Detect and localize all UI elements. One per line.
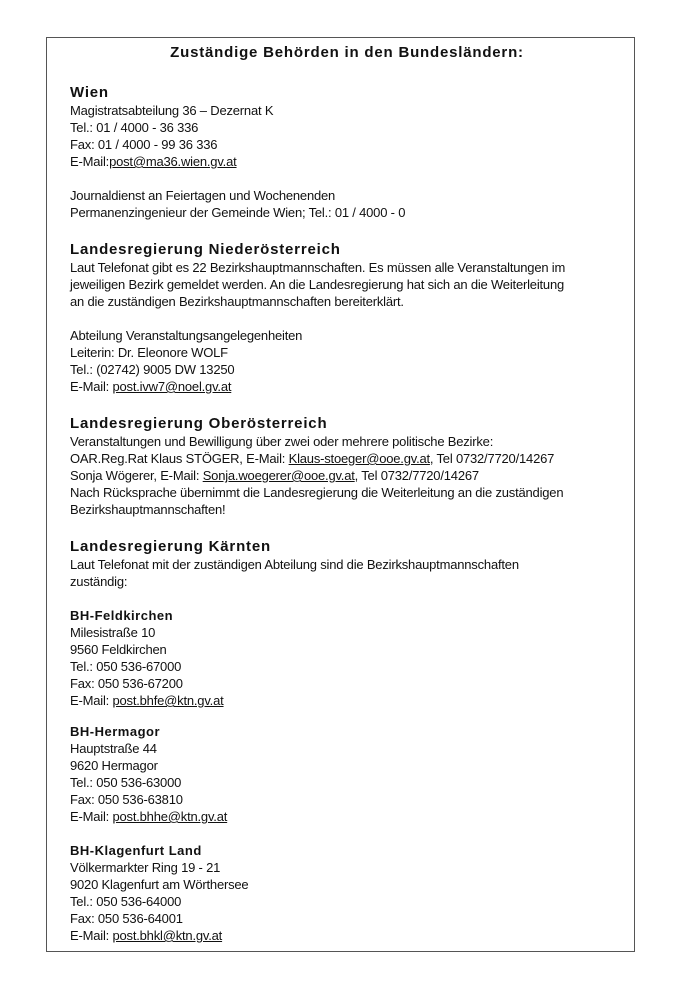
noe-email-line (70, 378, 624, 395)
ooe-stoeger-email-link[interactable]: Klaus-stoeger@ooe.gv.at (288, 451, 430, 466)
ktn-paragraph-line: Laut Telefonat mit der zuständigen Abteilung sind die Bezirkshauptmannschaften (70, 557, 519, 572)
office-email-line (70, 692, 624, 709)
ooe-paragraph-line: Bezirkshauptmannschaften! (70, 502, 226, 517)
ooe-paragraph-line: Nach Rücksprache übernimmt die Landesregierung die Weiterleitung an die zuständigen (70, 485, 564, 500)
noe-leader: Leiterin: Dr. Eleonore WOLF (70, 345, 228, 360)
document-content (70, 44, 624, 944)
office-fax: Fax: 050 536-63810 (70, 792, 183, 807)
office-phone: Tel.: 050 536-64000 (70, 894, 182, 909)
email-label: E-Mail: (70, 379, 113, 394)
ooe-contact-woegerer (70, 467, 624, 484)
wien-phone: Tel.: 01 / 4000 - 36 336 (70, 120, 199, 135)
office-city: 9020 Klagenfurt am Wörthersee (70, 877, 249, 892)
contact-text: Sonja Wögerer, E-Mail: (70, 468, 203, 483)
email-label: E-Mail: (70, 693, 113, 708)
office-name-klagenfurt-land: BH-Klagenfurt Land (70, 843, 202, 858)
office-street: Milesistraße 10 (70, 625, 156, 640)
wien-permanent-engineer: Permanenzingenieur der Gemeinde Wien; Tel.: 01 / 4000 - 0 (70, 205, 406, 220)
noe-paragraph-line: Laut Telefonat gibt es 22 Bezirkshauptmannschaften. Es müssen alle Veranstaltungen im (70, 260, 566, 275)
office-street: Völkermarkter Ring 19 - 21 (70, 860, 221, 875)
section-heading-wien: Wien (70, 84, 109, 101)
document-frame (46, 37, 635, 952)
wien-email-link[interactable]: post@ma36.wien.gv.at (109, 154, 237, 169)
section-heading-ktn: Landesregierung Kärnten (70, 538, 271, 555)
klagenfurt-email-link[interactable]: post.bhkl@ktn.gv.at (112, 928, 223, 943)
noe-email-link[interactable]: post.ivw7@noel.gv.at (112, 379, 232, 394)
office-fax: Fax: 050 536-67200 (70, 676, 183, 691)
noe-department: Abteilung Veranstaltungsangelegenheiten (70, 328, 303, 343)
contact-phone: , Tel 0732/7720/14267 (354, 468, 479, 483)
hermagor-email-link[interactable]: post.bhhe@ktn.gv.at (112, 809, 228, 824)
office-name-hermagor: BH-Hermagor (70, 724, 161, 739)
office-fax: Fax: 050 536-64001 (70, 911, 183, 926)
office-email-line (70, 808, 624, 825)
office-city: 9560 Feldkirchen (70, 642, 167, 657)
ktn-paragraph-line: zuständig: (70, 574, 128, 589)
wien-fax: Fax: 01 / 4000 - 99 36 336 (70, 137, 218, 152)
section-heading-noe: Landesregierung Niederösterreich (70, 241, 341, 258)
office-name-feldkirchen: BH-Feldkirchen (70, 608, 174, 623)
office-phone: Tel.: 050 536-67000 (70, 659, 182, 674)
noe-paragraph-line: jeweiligen Bezirk gemeldet werden. An die Landesregierung hat sich an die Weiterleitung (70, 277, 565, 292)
section-heading-ooe: Landesregierung Oberösterreich (70, 415, 328, 432)
ooe-paragraph-line: Veranstaltungen und Bewilligung über zwei oder mehrere politische Bezirke: (70, 434, 494, 449)
ooe-woegerer-email-link[interactable]: Sonja.woegerer@ooe.gv.at (202, 468, 355, 483)
office-phone: Tel.: 050 536-63000 (70, 775, 182, 790)
office-city: 9620 Hermagor (70, 758, 158, 773)
email-label: E-Mail: (70, 154, 110, 169)
email-label: E-Mail: (70, 928, 113, 943)
office-street: Hauptstraße 44 (70, 741, 157, 756)
email-label: E-Mail: (70, 809, 113, 824)
document-title: Zuständige Behörden in den Bundesländern: (170, 44, 524, 61)
office-email-line (70, 927, 624, 944)
contact-phone: , Tel 0732/7720/14267 (429, 451, 555, 466)
noe-paragraph-line: an die zuständigen Bezirkshauptmannschaften bereiterklärt. (70, 294, 404, 309)
feldkirchen-email-link[interactable]: post.bhfe@ktn.gv.at (112, 693, 224, 708)
ooe-contact-stoeger (70, 450, 624, 467)
noe-phone: Tel.: (02742) 9005 DW 13250 (70, 362, 235, 377)
wien-email-line (70, 153, 624, 170)
wien-journal-line: Journaldienst an Feiertagen und Wochenenden (70, 188, 336, 203)
wien-department: Magistratsabteilung 36 – Dezernat K (70, 103, 274, 118)
contact-text: OAR.Reg.Rat Klaus STÖGER, E-Mail: (70, 451, 289, 466)
